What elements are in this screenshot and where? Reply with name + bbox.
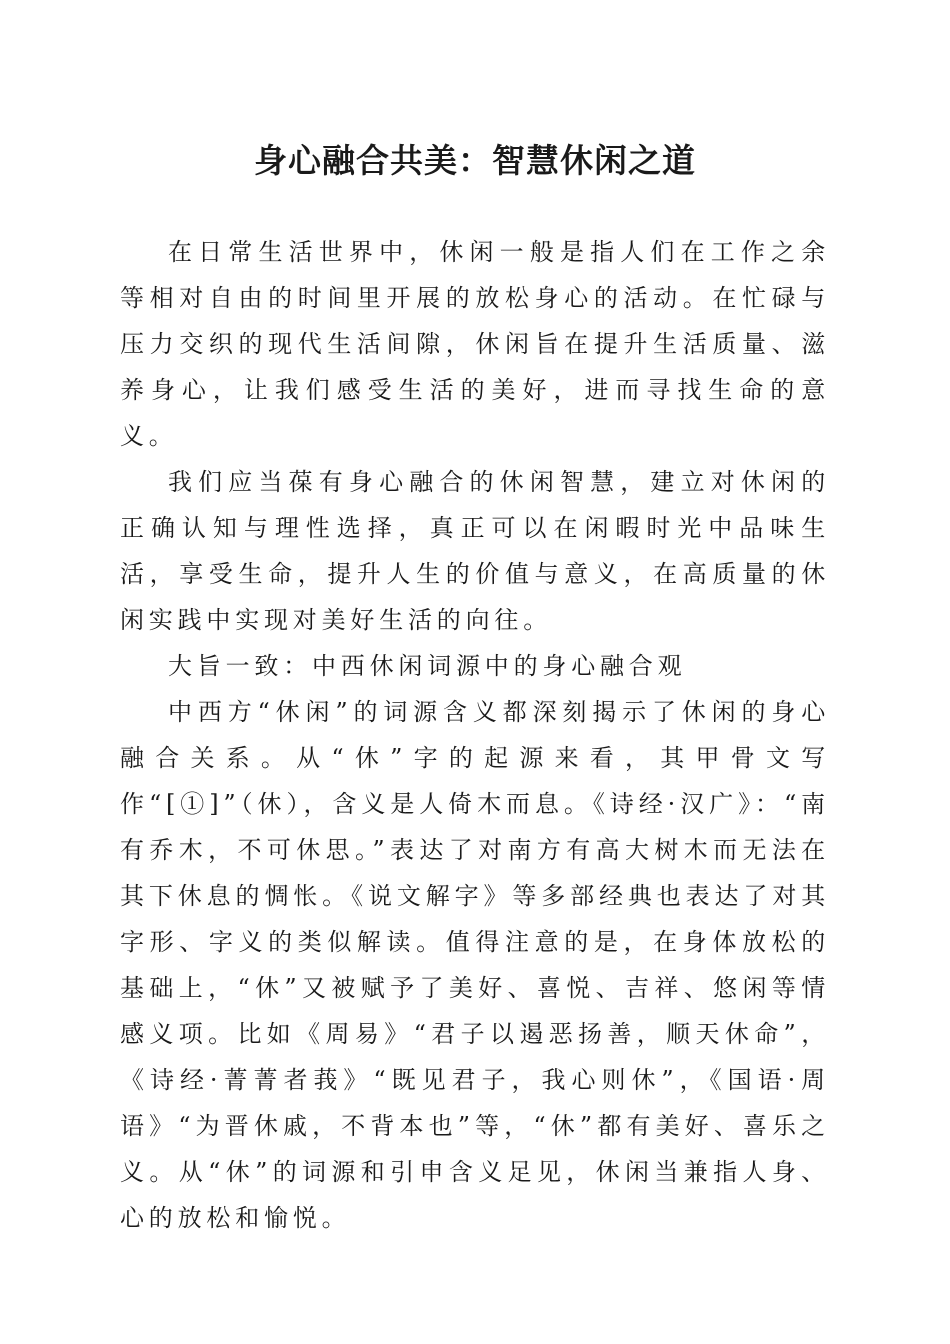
paragraph-wisdom: 我们应当葆有身心融合的休闲智慧，建立对休闲的正确认知与理性选择，真正可以在闲暇时光中品味生活，享受生命，提升人生的价值与意义，在高质量的休闲实践中实现对美好生活的向往。 xyxy=(120,468,830,634)
document-title: 身心融合共美：智慧休闲之道 xyxy=(254,141,696,180)
paragraph-intro: 在日常生活世界中，休闲一般是指人们在工作之余等相对自由的时间里开展的放松身心的活动。在忙碌与压力交织的现代生活间隙，休闲旨在提升生活质量、滋养身心，让我们感受生活的美好，进而寻找生命的意义。 xyxy=(120,238,830,450)
document-body xyxy=(120,229,830,1241)
paragraph-etymology: 中西方“休闲”的词源含义都深刻揭示了休闲的身心融合关系。从“休”字的起源来看，其甲骨文写作“[①]”（休），含义是人倚木而息。《诗经·汉广》：“南有乔木，不可休思。”表达了对南方有高大树木而无法在其下休息的惆怅。《说文解字》等多部经典也表达了对其字形、字义的类似解读。值得注意的是，在身体放松的基础上，“休”又被赋予了美好、喜悦、吉祥、悠闲等情感义项。比如《周易》“君子以遏恶扬善，顺天休命”，《诗经·菁菁者莪》“既见君子，我心则休”，《国语·周语》“为晋休戚，不背本也”等，“休”都有美好、喜乐之义。从“休”的词源和引申含义足见，休闲当兼指人身、心的放松和愉悦。 xyxy=(120,698,830,1232)
section-heading: 大旨一致：中西休闲词源中的身心融合观 xyxy=(168,652,687,680)
